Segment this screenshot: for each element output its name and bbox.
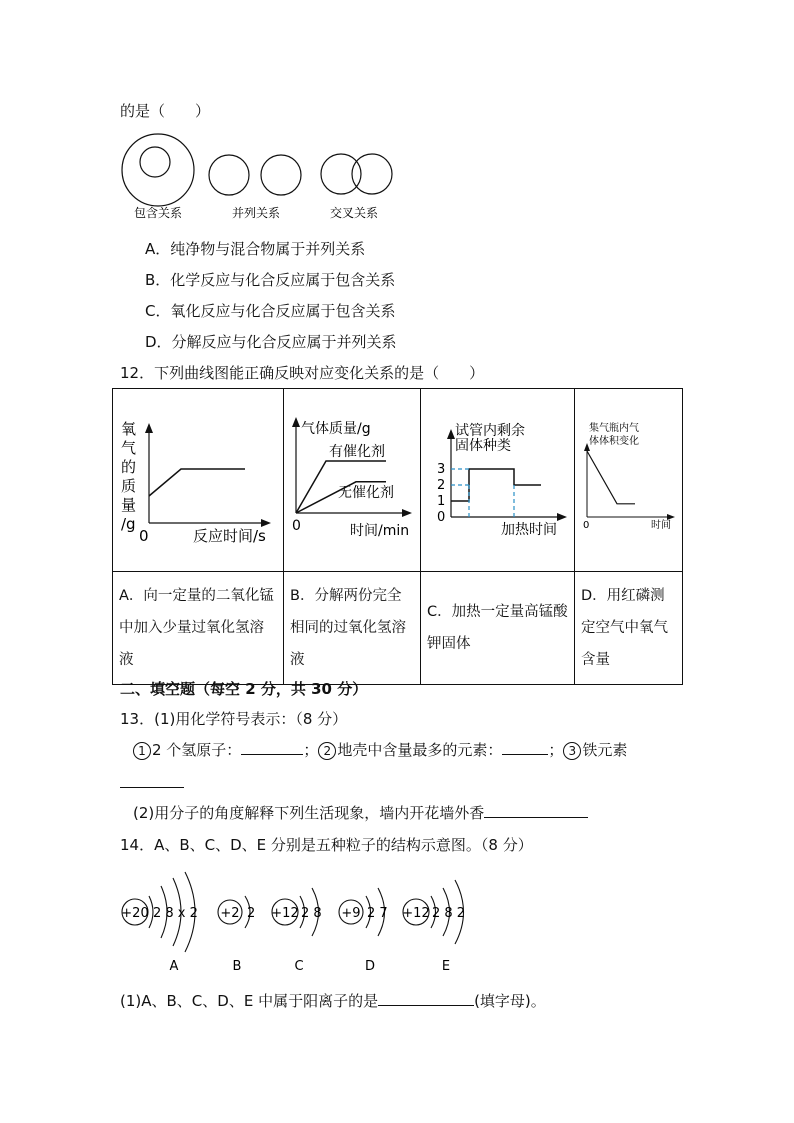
particle-b-label: B (232, 959, 242, 974)
chart-b-xlabel: 时间/min (350, 523, 410, 539)
particle-e-shells: 2 8 2 (432, 906, 466, 921)
particle-b-nucleus: +2 (220, 906, 240, 921)
circle-2: 2 (318, 742, 336, 760)
chart-a (113, 389, 284, 567)
particle-d-label: D (364, 959, 376, 974)
venn-parallel (209, 155, 301, 195)
chart-cell-d (575, 389, 683, 572)
chart-c-plot (451, 469, 541, 517)
chart-d-xlabel: 时间 (651, 520, 671, 531)
venn-label-2: 交叉关系 (329, 206, 379, 220)
chart-d-ylabel-1: 体体积变化 (589, 436, 639, 447)
chart-d-origin: 0 (583, 520, 590, 531)
q11-option-b: B．化学反应与化合反应属于包含关系 (145, 271, 396, 289)
q11-option-d: D．分解反应与化合反应属于并列关系 (145, 333, 397, 351)
particle-a-shells: 2 8 x 2 (153, 906, 198, 921)
intro-tail: 的是（ ） (120, 102, 211, 120)
caption-b: B．分解两份完全相同的过氧化氢溶液 (284, 572, 421, 685)
q13-part2-text: (2)用分子的角度解释下列生活现象，墙内开花墙外香 (133, 804, 485, 822)
answer-blank-5[interactable] (378, 990, 474, 1006)
chart-d-ylabel-0: 集气瓶内气 (589, 423, 639, 434)
chart-a-series-line (149, 469, 245, 496)
caption-d: D．用红磷测定空气中氧气含量 (575, 572, 683, 685)
q14-q1-prompt: (1)A、B、C、D、E 中属于阳离子的是 (120, 992, 379, 1010)
chart-c-ytick-1: 1 (437, 494, 446, 509)
chart-b-origin: 0 (292, 518, 301, 534)
chart-d (575, 389, 683, 567)
q14-question-1 (120, 990, 546, 1011)
particle-d-shells: 2 7 (367, 906, 388, 921)
q13-part2 (133, 802, 588, 823)
particle-a-nucleus: +20 (121, 906, 149, 921)
q13-line1 (133, 739, 627, 760)
answer-blank-2[interactable] (502, 739, 548, 755)
chart-c (421, 389, 575, 567)
q13-prompt-3: 铁元素 (582, 741, 628, 759)
chart-c-ytick-0: 0 (437, 510, 446, 525)
q13-stem: 13．(1)用化学符号表示：（8 分） (120, 710, 348, 728)
chart-c-series-line (451, 469, 541, 501)
chart-a-ylabel-3: 质 (121, 477, 137, 495)
venn-label-0: 包含关系 (133, 206, 183, 220)
particle-diagrams (115, 862, 485, 980)
chart-a-ylabel-0: 氧 (121, 420, 137, 438)
q13-sep-1: ； (303, 741, 319, 759)
chart-b-series-label-1: 无催化剂 (338, 485, 394, 501)
chart-a-origin: 0 (139, 527, 149, 545)
chart-cell-c (421, 389, 575, 572)
particle-d-nucleus: +9 (341, 906, 361, 921)
chart-a-plot (149, 469, 245, 496)
q13-prompt-2: 地壳中含量最多的元素： (337, 741, 503, 759)
venn-containment (122, 134, 194, 206)
particle-b-shells: 2 (247, 906, 256, 921)
chart-a-ylabel-5: /g (121, 515, 136, 533)
chart-cell-a (113, 389, 284, 572)
answer-blank-3[interactable] (120, 787, 184, 788)
answer-blank-1[interactable] (241, 739, 303, 755)
particle-a-label: A (169, 959, 179, 974)
q13-prompt-1: 2 个氢原子： (152, 741, 242, 759)
particle-e-nucleus: +12 (402, 906, 430, 921)
q14-q1-suffix: (填字母)。 (474, 992, 546, 1010)
chart-c-ytick-2: 2 (437, 478, 446, 493)
venn-diagrams (110, 130, 410, 230)
venn-intersect (321, 154, 392, 194)
chart-b-series-label-0: 有催化剂 (329, 444, 385, 460)
answer-blank-4[interactable] (484, 802, 588, 818)
chart-a-ylabel-4: 量 (121, 496, 137, 514)
q11-option-c: C．氧化反应与化合反应属于包含关系 (145, 302, 396, 320)
chart-d-series-line (587, 451, 635, 504)
particle-c-shells: 2 8 (301, 906, 322, 921)
particle-c-nucleus: +12 (271, 906, 299, 921)
circle-1: 1 (133, 742, 151, 760)
q11-option-a: A．纯净物与混合物属于并列关系 (145, 240, 366, 258)
chart-c-ylabel-1: 固体种类 (455, 438, 511, 454)
venn-label-1: 并列关系 (231, 206, 281, 220)
particle-c-label: C (294, 959, 304, 974)
circle-3: 3 (563, 742, 581, 760)
caption-c: C．加热一定量高锰酸钾固体 (421, 572, 575, 685)
chart-d-plot (587, 451, 635, 504)
chart-c-ylabel-0: 试管内剩余 (455, 423, 525, 439)
chart-a-ylabel-2: 的 (121, 458, 137, 476)
chart-b (284, 389, 421, 567)
q12-stem: 12．下列曲线图能正确反映对应变化关系的是（ ） (120, 364, 485, 382)
section-2-title: 二、填空题（每空 2 分，共 30 分） (120, 680, 368, 698)
chart-b-ylabel: 气体质量/g (301, 421, 371, 437)
chart-c-xlabel: 加热时间 (501, 522, 557, 538)
q14-stem: 14．A、B、C、D、E 分别是五种粒子的结构示意图。（8 分） (120, 836, 533, 854)
q13-sep-2: ； (548, 741, 564, 759)
caption-a: A．向一定量的二氧化锰中加入少量过氧化氢溶液 (113, 572, 284, 685)
chart-a-ylabel-1: 气 (121, 439, 137, 457)
chart-cell-b (284, 389, 421, 572)
chart-a-xlabel: 反应时间/s (193, 527, 266, 545)
chart-c-ytick-3: 3 (437, 462, 446, 477)
particle-e-label: E (441, 959, 451, 974)
q12-table (112, 388, 683, 685)
